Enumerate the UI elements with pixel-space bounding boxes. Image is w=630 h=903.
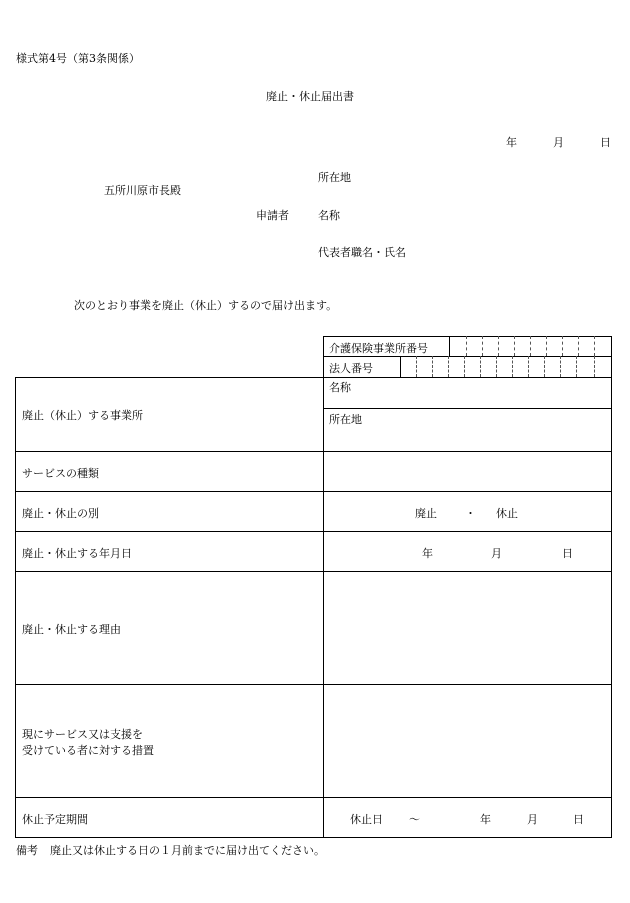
abolish-date-year: 年 [422,547,433,560]
period-label: 休止予定期間 [22,813,88,826]
period-year: 年 [480,813,491,826]
intro-text: 次のとおり事業を廃止（休止）するので届け出ます。 [74,299,338,312]
care-insurance-number-label: 介護保険事業所番号 [329,342,428,355]
abolish-date-day: 日 [562,547,573,560]
date-day-label: 日 [600,136,611,149]
reason-label: 廃止・休止する理由 [22,623,121,636]
measures-label-line1: 現にサービス又は支援を [22,728,143,741]
date-year-label: 年 [506,136,517,149]
addressee: 五所川原市長殿 [104,184,181,197]
facility-name-label: 名称 [329,381,351,394]
measures-label-line2: 受けている者に対する措置 [22,744,154,757]
suspend-option[interactable]: 休止 [496,507,518,520]
applicant-name-label: 名称 [318,209,340,222]
date-label: 廃止・休止する年月日 [22,547,132,560]
footnote-label: 備考 [16,844,38,857]
abolish-option[interactable]: 廃止 [415,507,437,520]
page-title: 廃止・休止届出書 [266,90,354,103]
abolish-date-month: 月 [491,547,502,560]
period-day: 日 [573,813,584,826]
period-start-label: 休止日 [350,813,383,826]
period-month: 月 [527,813,538,826]
applicant-representative-label: 代表者職名・氏名 [318,246,406,259]
footnote-text: 廃止又は休止する日の１月前までに届け出てください。 [50,844,325,857]
form-number: 様式第4号（第3条関係） [16,52,140,65]
applicant-address-label: 所在地 [318,171,351,184]
facility-address-label: 所在地 [329,413,362,426]
facility-label: 廃止（休止）する事業所 [22,409,143,422]
abolish-suspend-label: 廃止・休止の別 [22,507,99,520]
option-separator: ・ [465,507,476,520]
period-tilde: ～ [409,813,420,826]
corporate-number-label: 法人番号 [329,362,373,375]
applicant-label: 申請者 [256,209,289,222]
service-type-label: サービスの種類 [22,467,99,480]
date-month-label: 月 [553,136,564,149]
